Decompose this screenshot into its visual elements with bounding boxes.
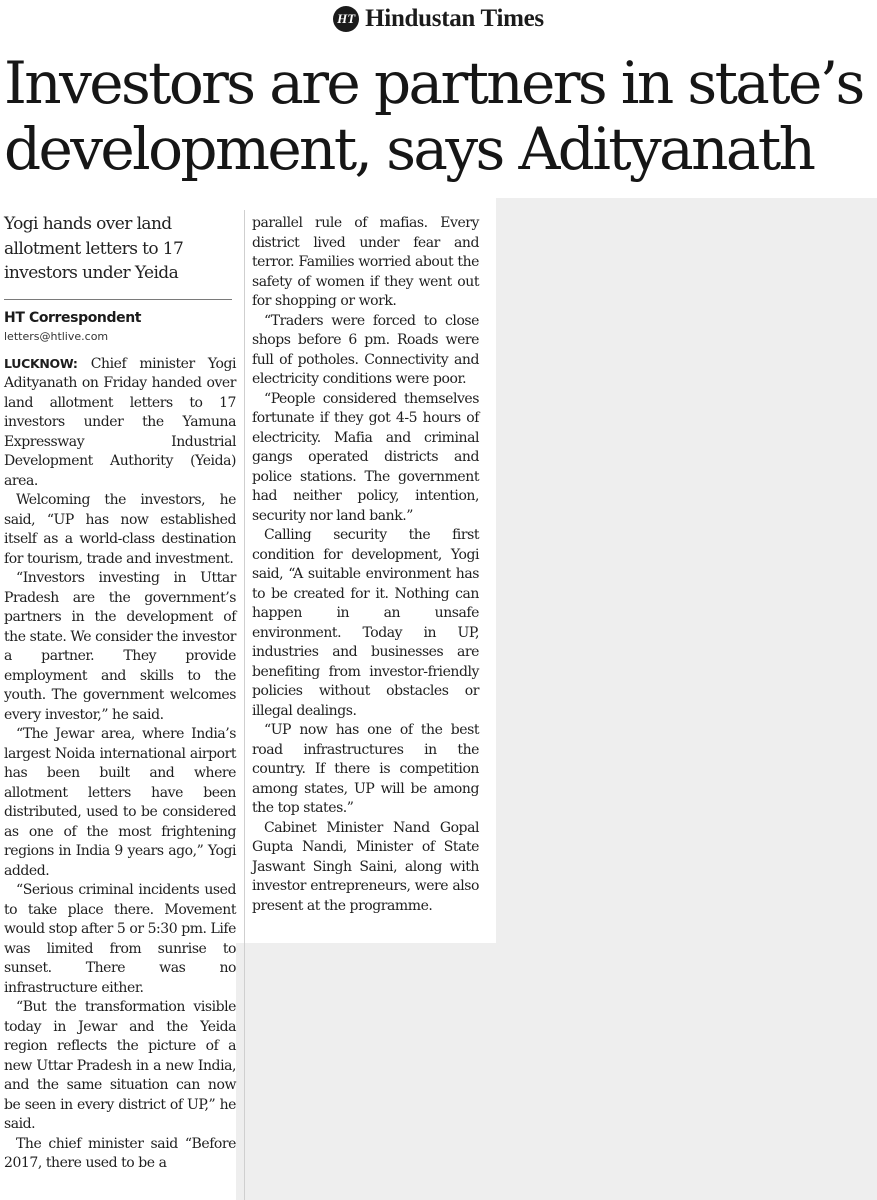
column-divider <box>244 210 245 1200</box>
paragraph: parallel rule of mafias. Every district lived under fear and terror. Families worried about the safety of women if they went out for shopping or work. <box>252 215 479 309</box>
paragraph: Welcoming the investors, he said, “UP has now established itself as a world-class destination for tourism, trade and investment. <box>4 492 236 567</box>
paragraph: LUCKNOW: Chief minister Yogi Adityanath on Friday handed over land allotment letters to 17 investors under the Yamuna Expressway Industrial Development Authority (Yeida) area. <box>4 355 236 489</box>
byline-email: letters@htlive.com <box>4 329 109 343</box>
paragraph: Cabinet Minister Nand Gopal Gupta Nandi, Minister of State Jaswant Singh Saini, along with investor entrepreneurs, were also present at the programme. <box>252 819 479 914</box>
paragraph: “Investors investing in Uttar Pradesh are the government’s partners in the development of the state. We consider the investor a partner. They provide employment and skills to the youth. The government welcomes every investor,” he said. <box>4 570 236 723</box>
paragraph: “UP now has one of the best road infrastructures in the country. If there is competition among states, UP will be among the top states.” <box>252 722 479 816</box>
ht-logo-icon: HT <box>333 6 359 32</box>
masthead <box>0 2 877 36</box>
publication-name: Hindustan Times <box>365 5 544 32</box>
blank-area-bottom <box>236 943 877 1200</box>
deck: Yogi hands over land allotment letters to 17 investors under Yeida <box>4 214 184 283</box>
paragraph: Calling security the first condition for development, Yogi said, “A suitable environment has to be created for it. Nothing can happen in an unsafe environment. Today in UP, industries and businesses are benefiting from investor-friendly policies without obstacles or illegal dealings. <box>252 527 479 719</box>
paragraph: “Traders were forced to close shops before 6 pm. Roads were full of potholes. Connectivity and electricity conditions were poor. <box>252 312 479 387</box>
paragraph: “The Jewar area, where India’s largest Noida international airport has been built and where allotment letters have been distributed, used to be considered as one of the most frightening regions in India 9 years ago,” Yogi added. <box>4 726 236 879</box>
article-column-2 <box>252 214 479 916</box>
paragraph: “Serious criminal incidents used to take place there. Movement would stop after 5 or 5:30 pm. Life was limited from sunrise to sunset. There was no infrastructure either. <box>4 882 236 996</box>
dateline: LUCKNOW: <box>4 355 78 371</box>
deck-divider <box>4 299 232 300</box>
byline: HT Correspondent <box>4 309 142 326</box>
paragraph: “People considered themselves fortunate if they got 4-5 hours of electricity. Mafia and criminal gangs operated districts and police stations. The government had neither policy, intention, security nor land bank.” <box>252 390 479 524</box>
paragraph: “But the transformation visible today in Jewar and the Yeida region reflects the picture of a new Uttar Pradesh in a new India, and the same situation can now be seen in every district of UP,” he said. <box>4 999 236 1132</box>
blank-area-top <box>496 198 877 943</box>
article-column-1 <box>4 212 236 1174</box>
paragraph: The chief minister said “Before 2017, there used to be a <box>4 1135 236 1171</box>
headline: Investors are partners in state’s development, says Adityanath <box>4 49 863 183</box>
